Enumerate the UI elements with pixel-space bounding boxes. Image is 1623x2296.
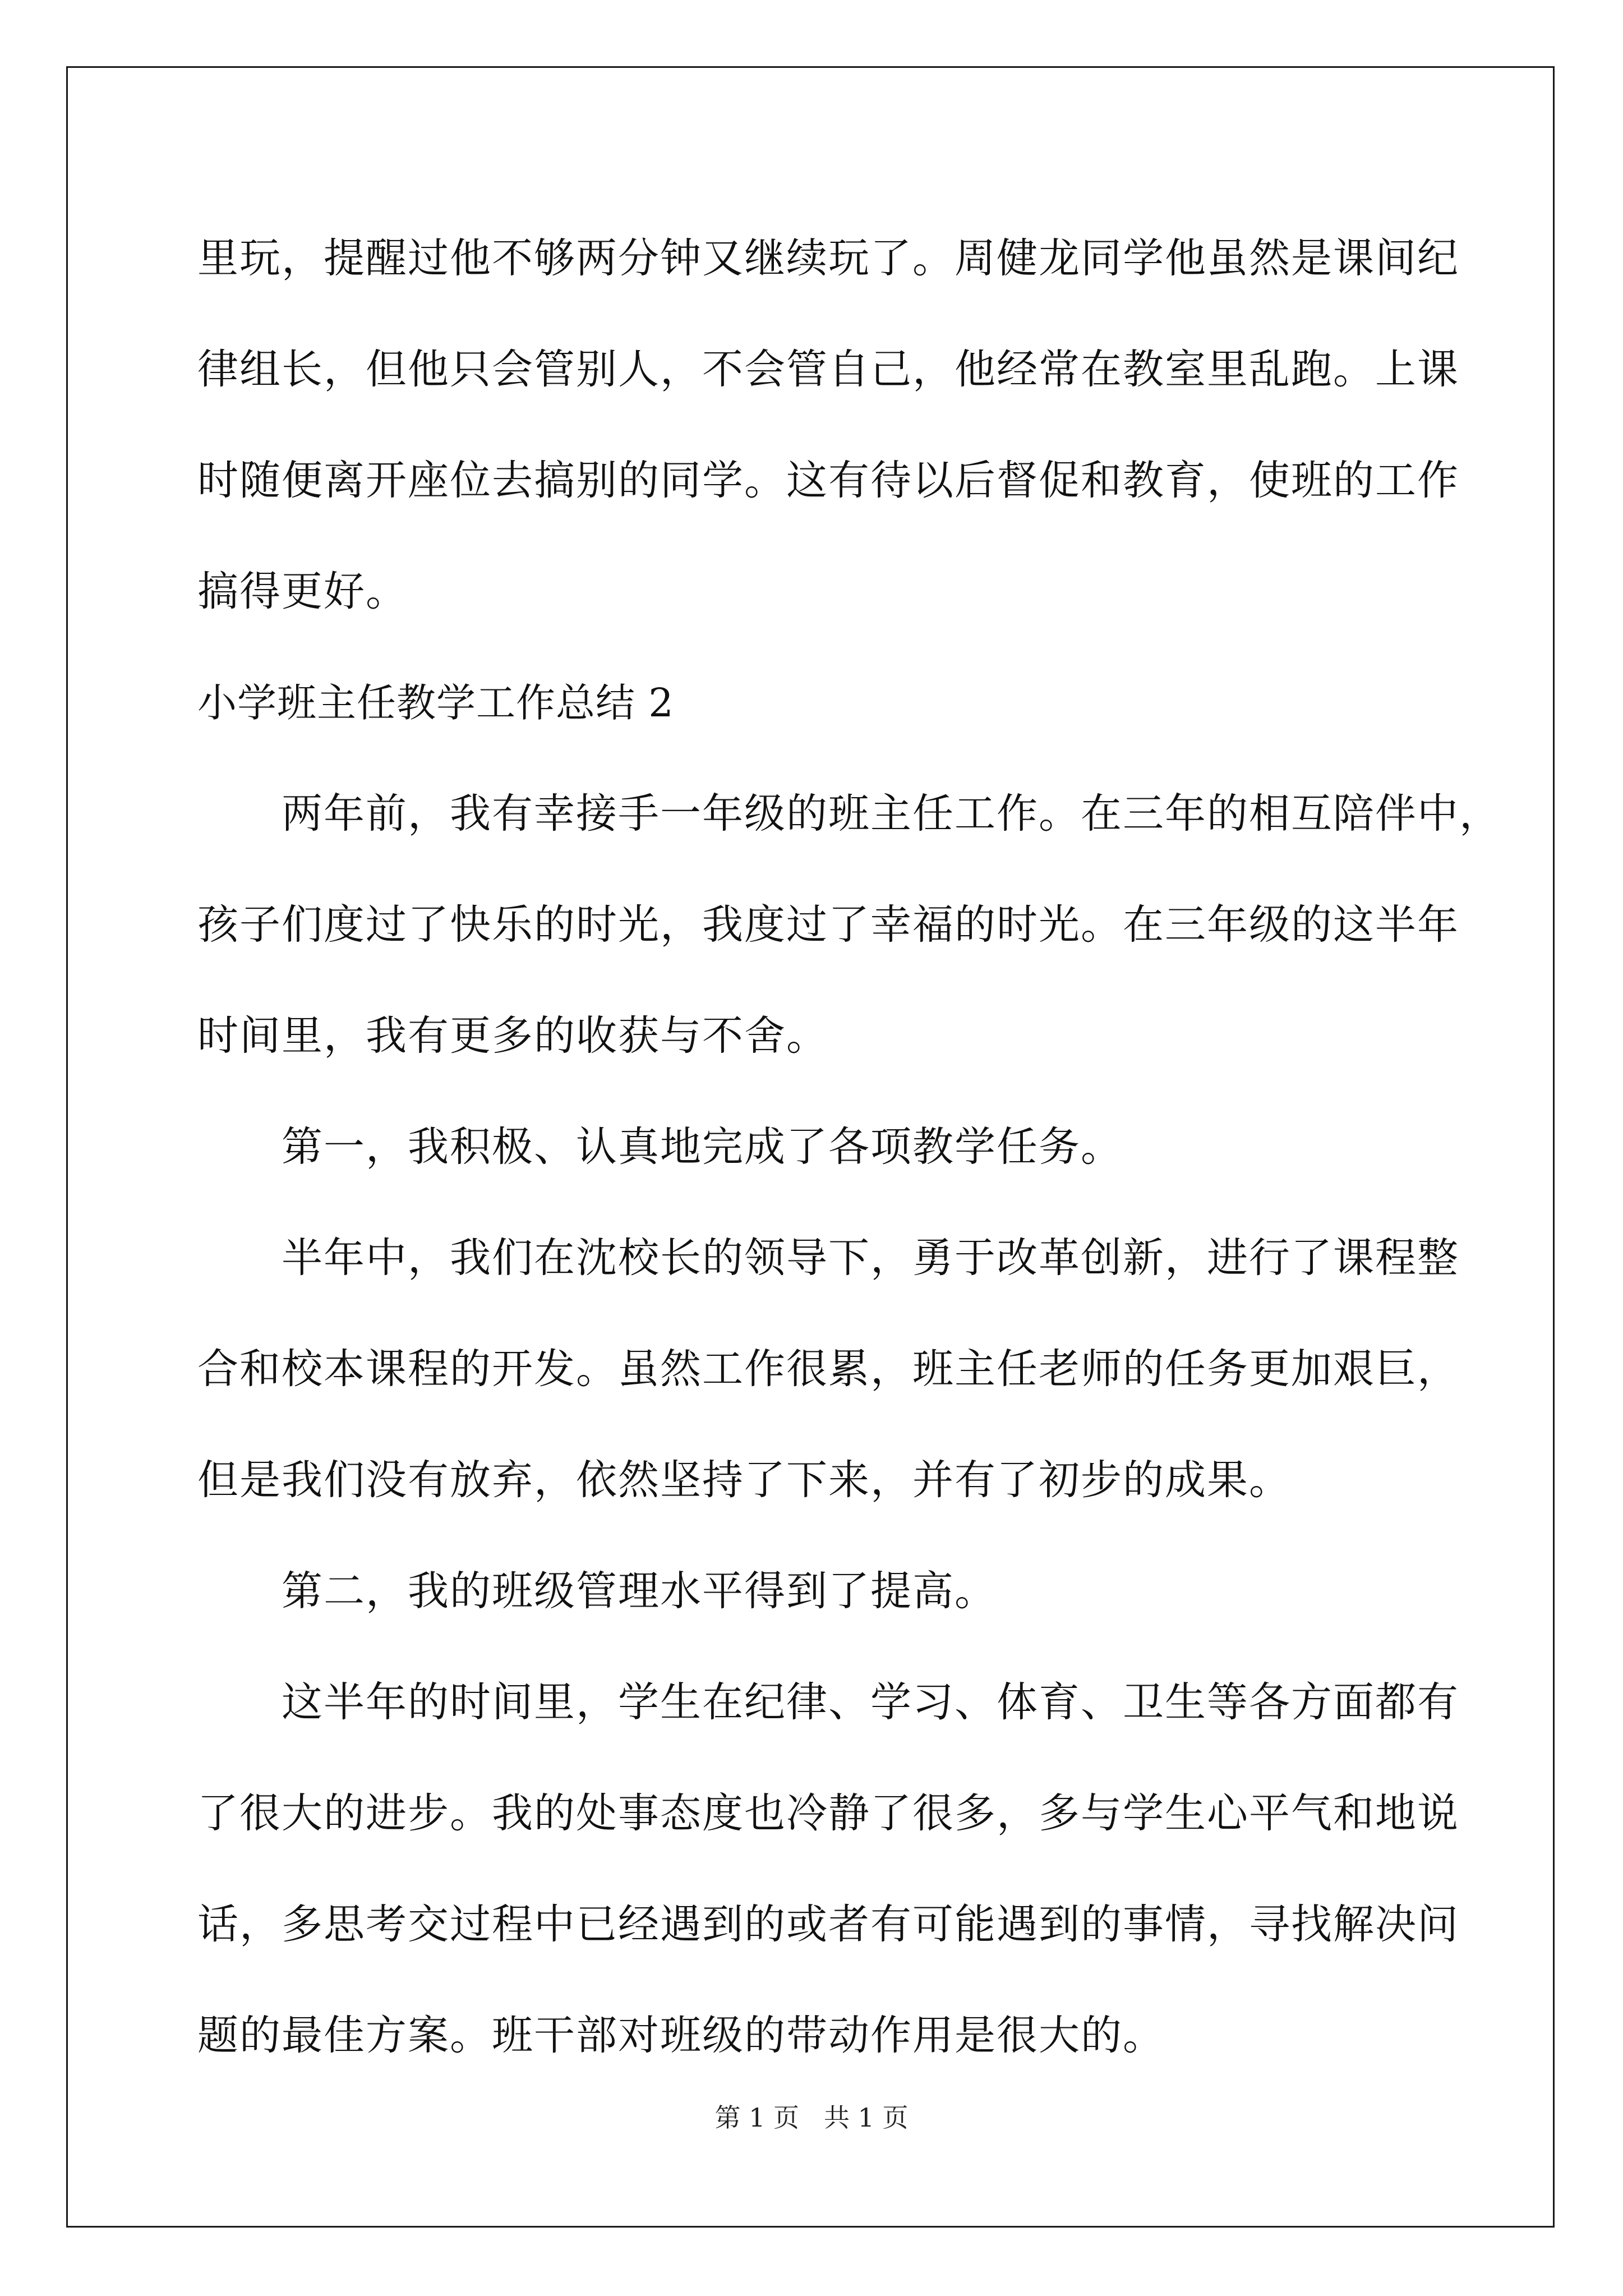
page-footer xyxy=(0,2101,1623,2134)
page-total: 共 1 页 xyxy=(824,2102,909,2133)
paragraph-line: 孩子们度过了快乐的时光，我度过了幸福的时光。在三年级的这半年 xyxy=(197,901,1459,949)
text-line: 律组长，但他只会管别人，不会管自己，他经常在教室里乱跑。上课 xyxy=(197,346,1459,393)
text-line: 里玩，提醒过他不够两分钟又继续玩了。周健龙同学他虽然是课间纪 xyxy=(197,234,1459,282)
paragraph-line: 半年中，我们在沈校长的领导下，勇于改革创新，进行了课程整 xyxy=(282,1234,1459,1282)
paragraph-line: 话，多思考交过程中已经遇到的或者有可能遇到的事情，寻找解决问 xyxy=(197,1901,1459,1948)
section-heading: 小学班主任教学工作总结 2 xyxy=(197,680,674,726)
paragraph-line: 时间里，我有更多的收获与不舍。 xyxy=(197,1012,828,1060)
paragraph-line: 这半年的时间里，学生在纪律、学习、体育、卫生等各方面都有 xyxy=(282,1678,1459,1726)
paragraph-line: 了很大的进步。我的处事态度也冷静了很多，多与学生心平气和地说 xyxy=(197,1789,1459,1837)
page-number: 第 1 页 xyxy=(714,2102,799,2133)
point-heading: 第一，我积极、认真地完成了各项教学任务。 xyxy=(282,1123,1123,1171)
text-line: 搞得更好。 xyxy=(197,568,408,615)
point-heading: 第二，我的班级管理水平得到了提高。 xyxy=(282,1567,997,1615)
paragraph-line: 题的最佳方案。班干部对班级的带动作用是很大的。 xyxy=(197,2012,1165,2059)
document-body xyxy=(197,203,1501,2091)
paragraph-line: 但是我们没有放弃，依然坚持了下来，并有了初步的成果。 xyxy=(197,1456,1291,1504)
text-line: 时随便离开座位去搞别的同学。这有待以后督促和教育，使班的工作 xyxy=(197,457,1459,504)
paragraph-line: 合和校本课程的开发。虽然工作很累，班主任老师的任务更加艰巨， xyxy=(197,1345,1459,1393)
paragraph-line: 两年前，我有幸接手一年级的班主任工作。在三年的相互陪伴中， xyxy=(282,790,1501,838)
